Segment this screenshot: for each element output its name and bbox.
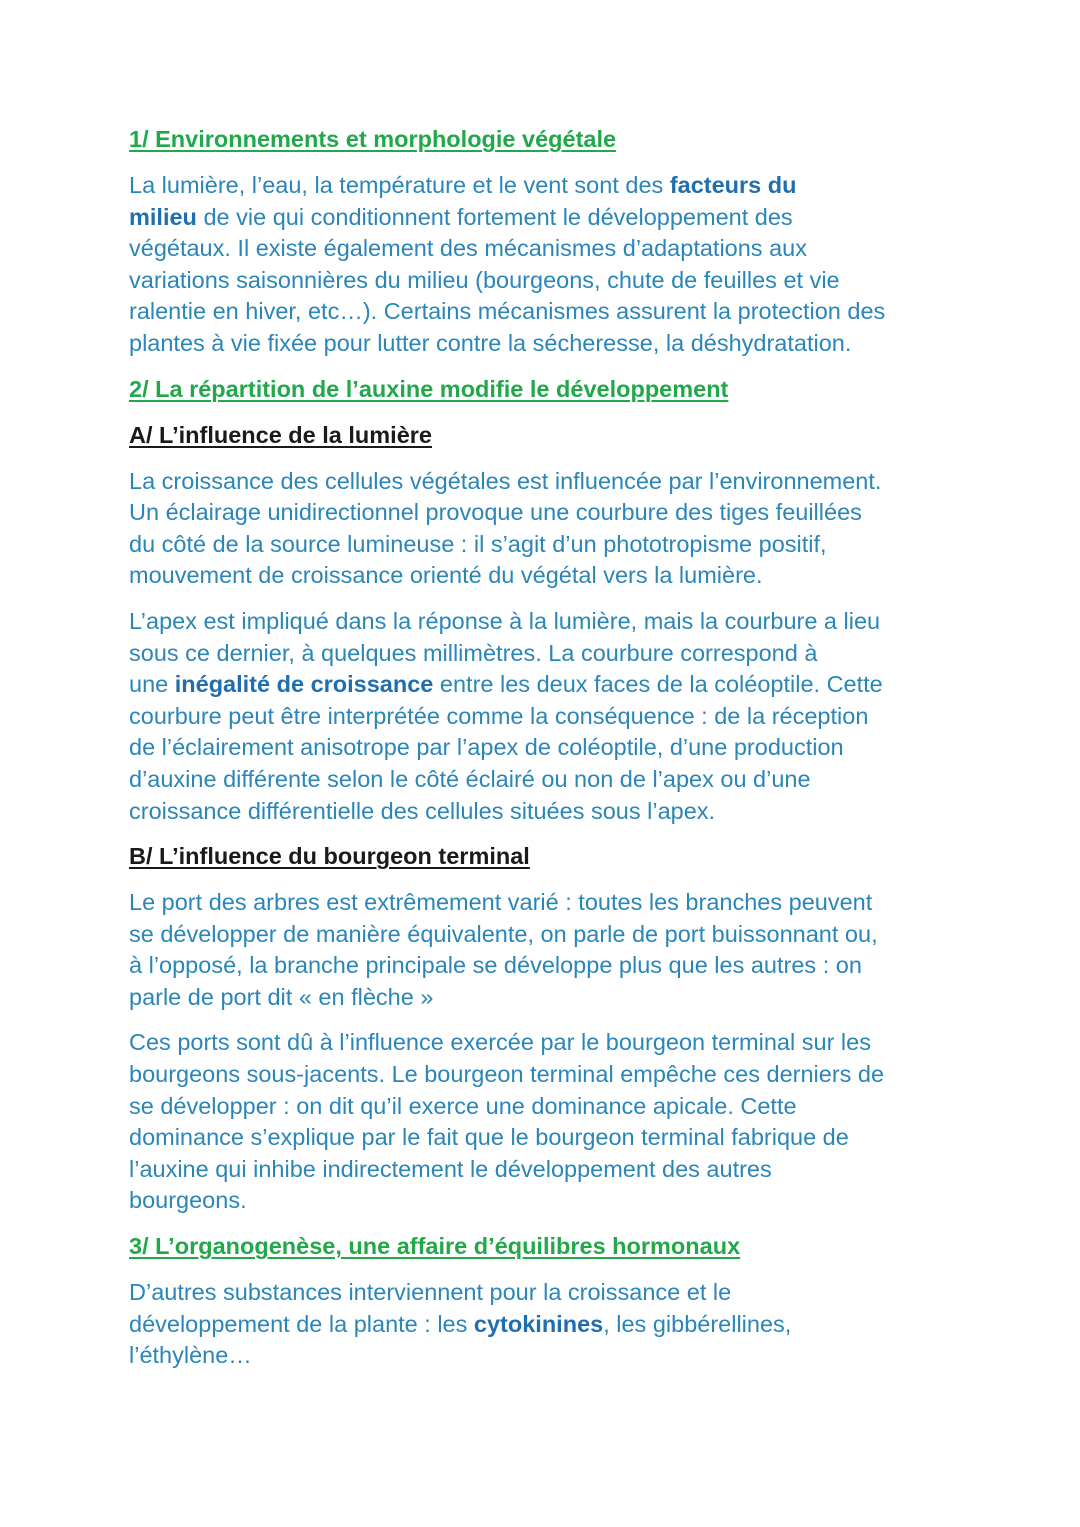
subsection-b-heading: B/ L’influence du bourgeon terminal [129,843,530,870]
subsection-a-paragraph-1: La croissance des cellules végétales est influencée par l’environnement. Un éclairage unidirectionnel provoque une courbure des tiges feuillées du côté de la source lumineuse : il s’agit d’un phototropisme positif, mouvement de croissance orienté du végétal vers la lumière. [129,467,882,589]
section-1-heading: 1/ Environnements et morphologie végétale [129,126,617,152]
section-3-heading: 3/ L’organogenèse, une affaire d’équilibres hormonaux [129,1233,741,1260]
subsection-b-paragraph-1: Le port des arbres est extrêmement varié : toutes les branches peuvent se développer de manière équivalente, on parle de port buissonnant ou, à l’opposé, la branche principale se développe plus que les autres : on parle de port dit « en flèche » [129,889,878,1010]
subsection-a-paragraph-2: L’apex est impliqué dans la réponse à la lumière, mais la courbure a lieu sous ce dernier, à quelques millimètres. La courbure correspond à une inégalité de croissance entre les deux faces de la coléoptile. Cette courbure peut être interprétée comme la conséquence : de la réception de l’éclairement anisotrope par l’apex de coléoptile, d’une production d’auxine différente selon le côté éclairé ou non de l’apex ou d’une croissance différentielle des cellules situées sous l’apex. [129,607,883,824]
subsection-a-heading: A/ L’influence de la lumière [129,421,432,448]
subsection-b-paragraph-2: Ces ports sont dû à l’influence exercée par le bourgeon terminal sur les bourgeons sous-jacents. Le bourgeon terminal empêche ces derniers de se développer : on dit qu’il exerce une dominance apicale. Cette dominance s’explique par le fait que le bourgeon terminal fabrique de l’auxine qui inhibe indirectement le développement des autres bourgeons. [129,1029,885,1214]
document-page [129,124,959,1372]
section-2-heading: 2/ La répartition de l’auxine modifie le développement [129,375,729,402]
bold-term: cytokinines [473,1310,604,1337]
bold-term: milieu [129,203,197,230]
section-3-paragraph: D’autres substances interviennent pour la croissance et le développement de la plante : les cytokinines, les gibbérellines, l’éthylène… [129,1279,792,1369]
bold-term: inégalité de croissance [174,671,434,698]
bold-term: facteurs du [669,172,797,198]
section-1-paragraph: La lumière, l’eau, la température et le vent sont des facteurs du milieu de vie qui conditionnent fortement le développement des végétaux. Il existe également des mécanismes d’adaptations aux variations saisonnières du milieu (bourgeons, chute de feuilles et vie ralentie en hiver, etc…). Certains mécanismes assurent la protection des plantes à vie fixée pour lutter contre la sécheresse, la déshydratation. [129,172,886,356]
